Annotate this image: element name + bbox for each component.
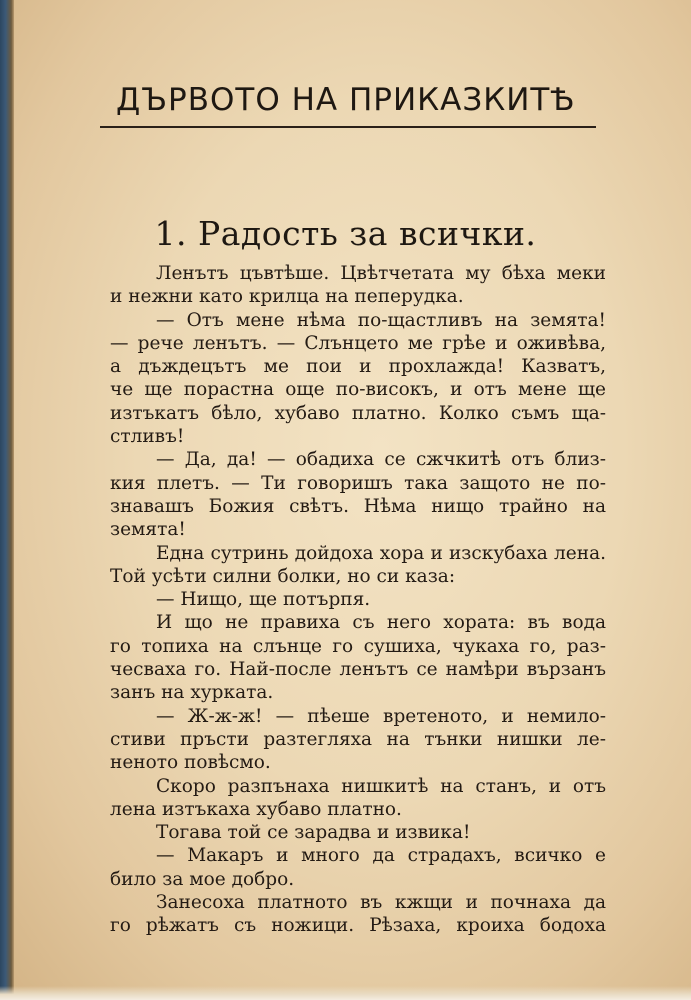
text-line: — рече ленътъ. — Слънцето ме грѣе и оживѣва,: [110, 332, 606, 354]
book-spine: [0, 0, 14, 1000]
text-line: — Да, да! — обадиха се сжчкитѣ отъ близ-: [156, 449, 606, 471]
text-line: стливъ!: [110, 426, 185, 448]
header-rule: [100, 126, 596, 128]
text-line: било за мое добро.: [110, 868, 295, 890]
text-line: земята!: [110, 519, 186, 541]
text-line: изтъкатъ бѣло, хубаво платно. Колко съмъ ща-: [110, 402, 606, 424]
text-line: Ленътъ цъвтѣше. Цвѣтчетата му бѣха меки: [156, 263, 606, 284]
running-head: ДЪРВОТО НА ПРИКАЗКИТѢ: [116, 82, 576, 118]
body-text: [110, 262, 606, 938]
text-line: и нежни като крилца на пеперудка.: [110, 286, 464, 308]
chapter-title: 1. Радость за всички.: [154, 214, 537, 253]
text-line: Той усѣти силни болки, но си каза:: [110, 565, 456, 587]
text-line: Скоро разпънаха нишкитѣ на станъ, и отъ: [156, 775, 606, 797]
text-line: — Отъ мене нѣма по-щастливъ на земята!: [156, 309, 606, 331]
text-line: Занесоха платното въ кжщи и почнаха да: [156, 892, 606, 914]
text-line: го рѣжатъ съ ножици. Рѣзаха, кроиха бодоха: [110, 915, 606, 937]
text-line: че ще порастна още по-високъ, и отъ мене ще: [110, 379, 606, 401]
text-line: — Макаръ и много да страдахъ, всичко е: [156, 845, 606, 867]
text-line: неното повѣсмо.: [110, 752, 271, 774]
text-line: Една сутринь дойдоха хора и изскубаха лена.: [156, 542, 606, 564]
text-line: — Ж-ж-ж! — пѣеше вретеното, и немило-: [156, 705, 606, 727]
text-line: Тогава той се зарадва и извика!: [156, 822, 471, 844]
text-line: го топиха на слънце го сушиха, чукаха го, раз-: [110, 635, 606, 657]
text-line: чесваха го. Най-после ленътъ се намѣри вързанъ: [110, 659, 606, 681]
text-line: — Нищо, ще потърпя.: [156, 589, 371, 611]
text-line: стиви пръсти разтегляха на тънки нишки ле-: [110, 728, 606, 750]
text-line: кия плетъ. — Ти говоришъ така защото не по-: [110, 472, 606, 494]
text-line: И що не правиха съ него хората: въ вода: [156, 612, 606, 634]
text-line: знавашъ Божия свѣтъ. Нѣма нищо трайно на: [110, 495, 606, 517]
text-line: а дъждецътъ ме пои и прохлажда! Казватъ,: [110, 356, 606, 378]
text-line: занъ на хурката.: [110, 682, 274, 704]
text-line: лена изтъкаха хубаво платно.: [110, 798, 402, 820]
page-bottom-edge: [0, 986, 691, 1000]
